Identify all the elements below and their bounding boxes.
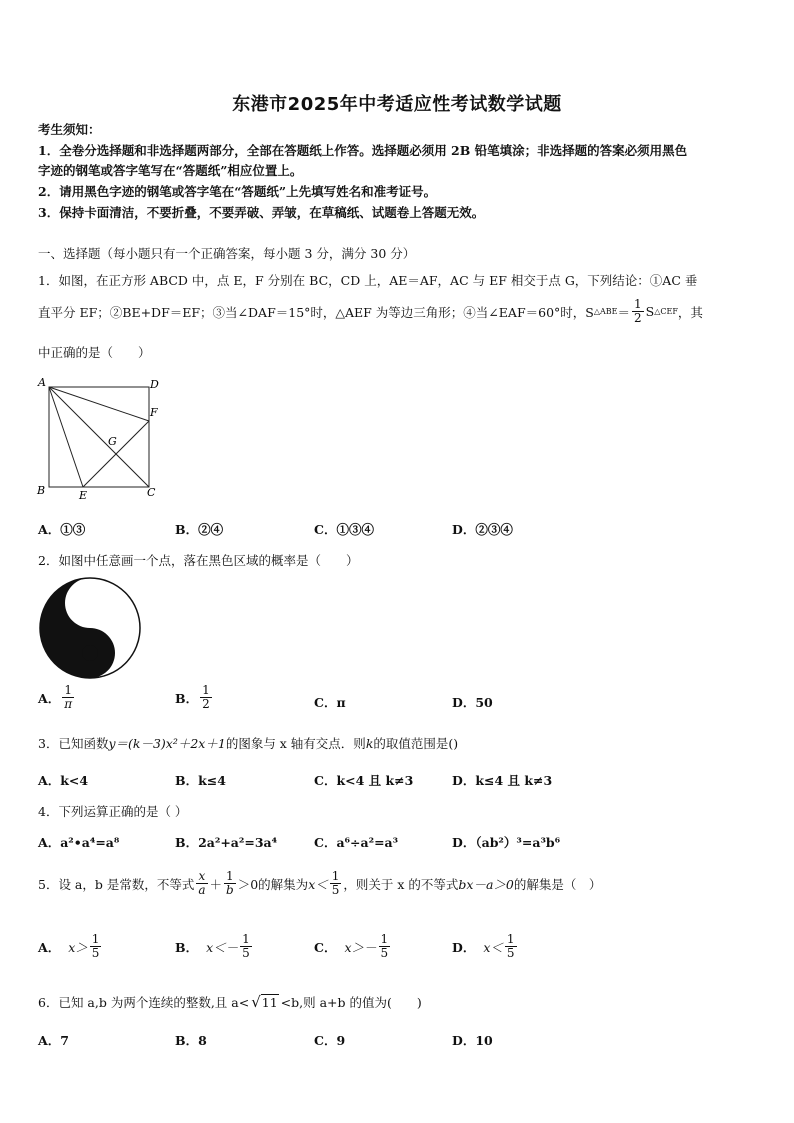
q5-stem bbox=[38, 870, 601, 897]
q1-line2-text: 直平分 EF；②BE+DF＝EF；③当∠DAF＝15°时，△AEF 为等边三角形；④当∠EAF＝60°时，S bbox=[38, 304, 594, 320]
q5-frac-1-over-5 bbox=[330, 870, 342, 897]
q5-c-rel: x＞－ bbox=[344, 939, 377, 955]
q5-plus: ＋ bbox=[209, 876, 223, 892]
q5-stem-a: 5．设 a，b 是常数，不等式 bbox=[38, 876, 195, 892]
q3-option-a[interactable]: A．k<4 bbox=[38, 773, 89, 788]
notice-item-1: 1．全卷分选择题和非选择题两部分，全部在答题纸上作答。选择题必须用 2B 铅笔填涂；非选择题的答案必须用黑色 bbox=[38, 143, 688, 158]
q5-f3-den: 5 bbox=[331, 883, 340, 897]
q3-stem-a: 3．已知函数 bbox=[38, 736, 109, 751]
q3-formula: y＝(k－3)x²＋2x＋1 bbox=[108, 736, 226, 751]
q3-stem bbox=[38, 734, 458, 752]
q5-d-den: 5 bbox=[506, 946, 515, 960]
segment-ac bbox=[49, 387, 149, 487]
q2-option-a[interactable] bbox=[38, 684, 76, 711]
q5-b-rel: x＜－ bbox=[206, 939, 239, 955]
q2-option-b-label: B． bbox=[175, 690, 199, 706]
q5-f1-num: x bbox=[198, 869, 206, 883]
q6-stem-a: 6．已知 a,b 为两个连续的整数,且 a< bbox=[38, 995, 250, 1010]
notice-item-3: 3．保持卡面清洁，不要折叠，不要弄破、弄皱，在草稿纸、试题卷上答题无效。 bbox=[38, 205, 485, 220]
notice-item-1-cont: 字迹的钢笔或答字笔写在“答题纸”相应位置上。 bbox=[38, 163, 303, 178]
q3-k: k bbox=[365, 736, 374, 751]
q4-option-d[interactable]: D．（ab²）³=a³b⁶ bbox=[452, 835, 561, 850]
q2-b-den: 2 bbox=[202, 697, 210, 711]
q4-option-a[interactable]: A．a²•a⁴=a⁸ bbox=[38, 835, 120, 850]
q5-b-label: B． bbox=[175, 939, 199, 955]
q6-option-a[interactable]: A．7 bbox=[38, 1033, 69, 1048]
q5-d-rel: x＜ bbox=[483, 939, 503, 955]
q2-a-num: 1 bbox=[64, 683, 72, 697]
q6-sqrt bbox=[251, 993, 278, 1011]
q5-ineq: bx－a＞0 bbox=[458, 876, 514, 892]
section-heading: 一、选择题（每小题只有一个正确答案，每小题 3 分，满分 30 分） bbox=[38, 246, 416, 261]
q2-stem: 2．如图中任意画一个点，落在黑色区域的概率是（ ） bbox=[38, 553, 359, 568]
q5-a-frac bbox=[90, 933, 102, 960]
q2-option-b-frac bbox=[200, 684, 212, 711]
q6-sqrt-value: 11 bbox=[261, 995, 278, 1010]
q5-option-a[interactable] bbox=[38, 933, 103, 960]
label-d: D bbox=[150, 378, 159, 391]
q1-fraction bbox=[632, 298, 644, 325]
q5-xlt: x＜ bbox=[308, 876, 328, 892]
q1-option-c[interactable]: C．①③④ bbox=[314, 522, 374, 537]
q2-option-a-label: A． bbox=[38, 690, 61, 706]
q5-option-b[interactable] bbox=[175, 933, 254, 960]
q3-stem-b: 的图象与 x 轴有交点．则 bbox=[225, 736, 366, 751]
q1-stem-line1: 1．如图，在正方形 ABCD 中，点 E，F 分别在 BC，CD 上，AE＝AF，AC 与 EF 相交于点 G，下列结论：①AC 垂 bbox=[38, 273, 698, 288]
q3-option-c[interactable]: C．k<4 且 k≠3 bbox=[314, 773, 414, 788]
q2-option-d[interactable]: D．50 bbox=[452, 695, 493, 710]
q5-d-frac bbox=[505, 933, 517, 960]
q1-frac-den: 2 bbox=[634, 311, 642, 325]
q2-option-b[interactable] bbox=[175, 684, 214, 711]
q5-c-num: 1 bbox=[380, 932, 389, 946]
q5-f2-num: 1 bbox=[226, 869, 234, 883]
page-title: 东港市2025年中考适应性考试数学试题 bbox=[232, 94, 562, 115]
q5-c-label: C． bbox=[314, 939, 337, 955]
q5-b-frac bbox=[240, 933, 252, 960]
q1-sub-abe: △ABE bbox=[593, 307, 618, 316]
q1-s: S bbox=[645, 304, 655, 319]
segment-ae bbox=[49, 387, 83, 487]
q5-a-num: 1 bbox=[91, 932, 100, 946]
q5-a-den: 5 bbox=[91, 946, 100, 960]
label-f: F bbox=[150, 406, 158, 419]
q3-stem-c: 的取值范围是() bbox=[373, 736, 459, 751]
q5-b-num: 1 bbox=[242, 932, 250, 946]
q3-option-d[interactable]: D．k≤4 且 k≠3 bbox=[452, 773, 553, 788]
label-g: G bbox=[108, 435, 117, 448]
q6-option-b[interactable]: B．8 bbox=[175, 1033, 207, 1048]
q5-d-label: D． bbox=[452, 939, 476, 955]
q2-a-den: π bbox=[64, 697, 73, 711]
q5-frac-1-over-b bbox=[224, 870, 236, 897]
q6-option-c[interactable]: C．9 bbox=[314, 1033, 346, 1048]
q5-b-den: 5 bbox=[242, 946, 250, 960]
q5-f3-num: 1 bbox=[331, 869, 340, 883]
q1-stem-line3: 中正确的是（ ） bbox=[38, 345, 151, 360]
q1-option-a[interactable]: A．①③ bbox=[38, 522, 86, 537]
q1-sub-cef: △CEF bbox=[654, 307, 678, 316]
q5-option-d[interactable] bbox=[452, 933, 519, 960]
q5-stem-d: 的解集是（ ） bbox=[513, 876, 602, 892]
q2-b-num: 1 bbox=[202, 683, 210, 697]
q5-stem-b: 的解集为 bbox=[258, 876, 309, 892]
notice-item-2: 2．请用黑色字迹的钢笔或答字笔在“答题纸”上先填写姓名和准考证号。 bbox=[38, 184, 437, 199]
q4-stem: 4．下列运算正确的是（ ） bbox=[38, 804, 188, 819]
q5-a-rel: x＞ bbox=[68, 939, 88, 955]
q1-stem-line2 bbox=[38, 298, 703, 325]
segment-af bbox=[49, 387, 149, 421]
q6-stem-b: <b,则 a+b 的值为( ) bbox=[280, 995, 422, 1010]
q5-c-frac bbox=[379, 933, 391, 960]
label-a: A bbox=[38, 376, 46, 389]
q5-a-label: A． bbox=[38, 939, 61, 955]
q5-f1-den: a bbox=[198, 883, 206, 897]
q5-f2-den: b bbox=[226, 883, 234, 897]
label-b: B bbox=[37, 484, 46, 497]
q5-stem-c: ，则关于 x 的不等式 bbox=[343, 876, 459, 892]
q6-option-d[interactable]: D．10 bbox=[452, 1033, 493, 1048]
label-e: E bbox=[79, 489, 88, 502]
q6-stem bbox=[38, 993, 422, 1011]
q5-gt0: ＞0 bbox=[237, 876, 259, 892]
q1-square-figure bbox=[34, 372, 164, 504]
q5-frac-x-over-a bbox=[196, 870, 207, 897]
q1-option-b[interactable]: B．②④ bbox=[175, 522, 224, 537]
q1-eq: ＝ bbox=[617, 304, 631, 320]
yin-yang-figure bbox=[38, 576, 142, 680]
q1-frac-num: 1 bbox=[634, 297, 642, 311]
q1-line2-end: ，其 bbox=[677, 304, 703, 320]
sqrt-sign-icon: √ bbox=[251, 993, 261, 1011]
q5-d-num: 1 bbox=[506, 932, 515, 946]
q4-option-c[interactable]: C．a⁶÷a²=a³ bbox=[314, 835, 399, 850]
q5-c-den: 5 bbox=[380, 946, 389, 960]
q5-option-c[interactable] bbox=[314, 933, 392, 960]
q2-option-c[interactable]: C．π bbox=[314, 695, 346, 710]
q3-option-b[interactable]: B．k≤4 bbox=[175, 773, 226, 788]
q1-option-d[interactable]: D．②③④ bbox=[452, 522, 513, 537]
q2-option-a-frac bbox=[62, 684, 74, 711]
label-c: C bbox=[147, 486, 156, 499]
q4-option-b[interactable]: B．2a²+a²=3a⁴ bbox=[175, 835, 278, 850]
notice-heading: 考生须知： bbox=[38, 122, 101, 137]
